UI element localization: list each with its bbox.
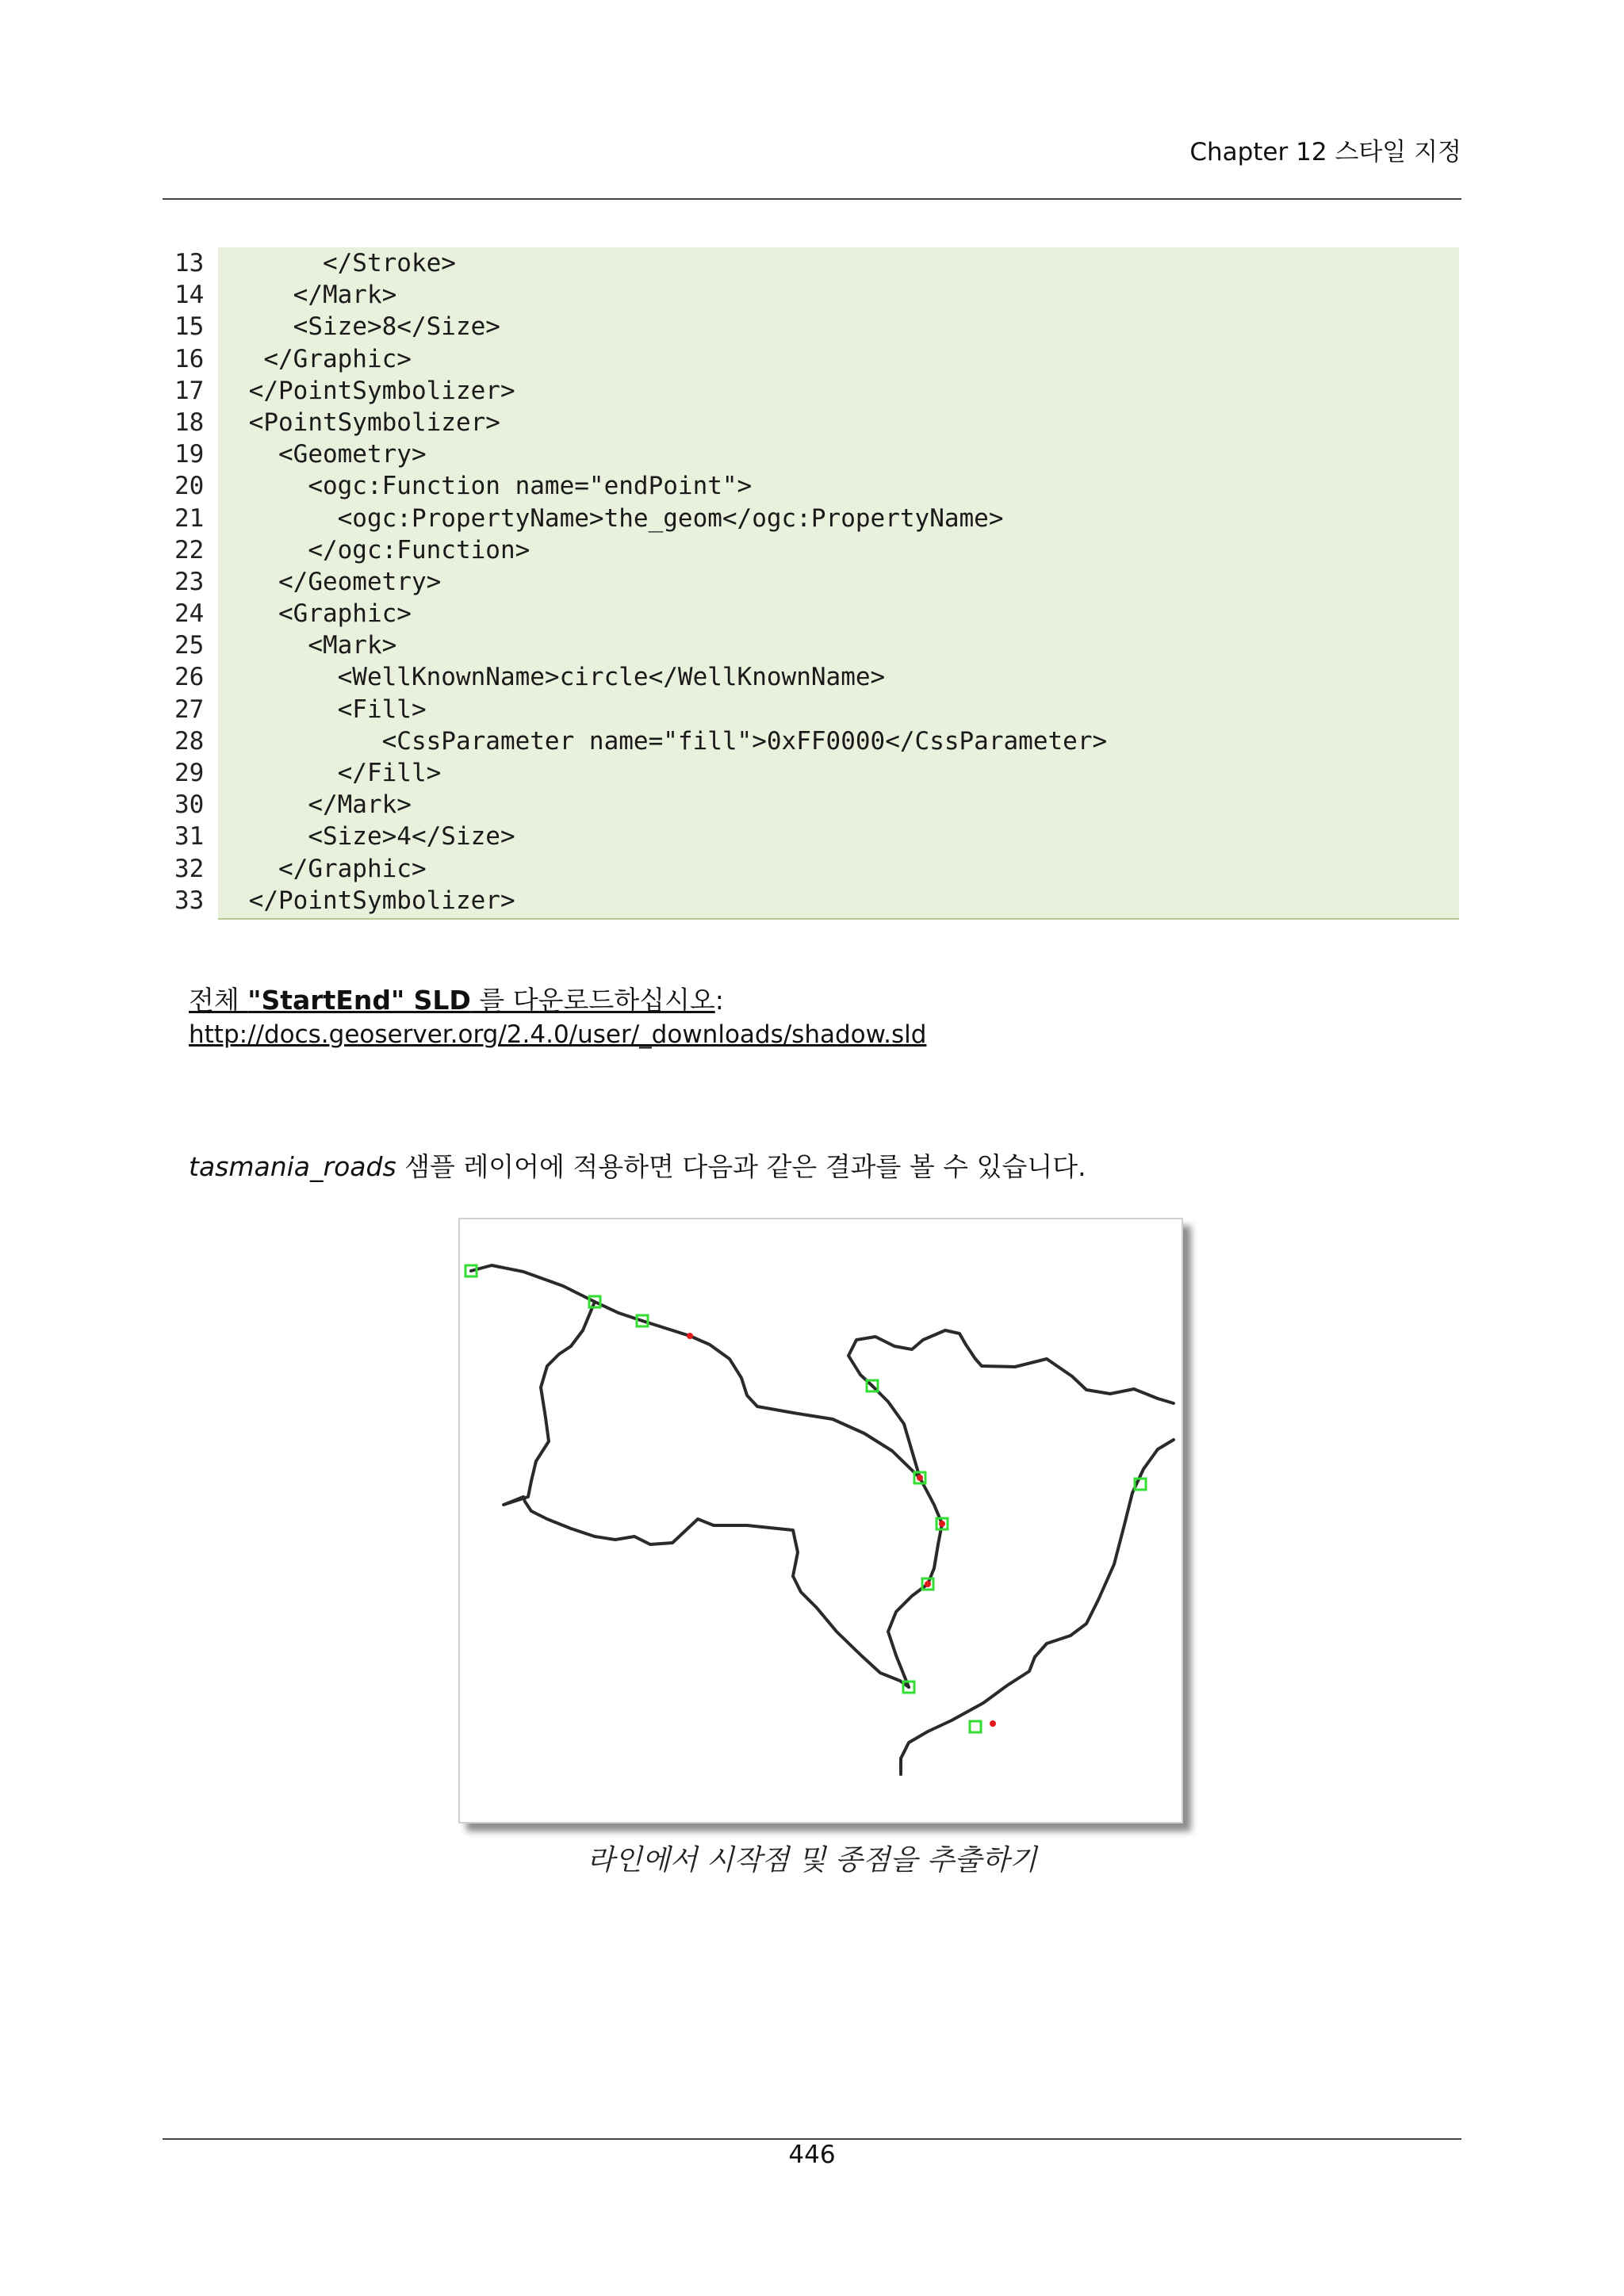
road-line	[504, 1302, 909, 1687]
road-map	[460, 1219, 1182, 1822]
download-url-link[interactable]: http://docs.geoserver.org/2.4.0/user/_downloads/shadow.sld	[189, 1020, 927, 1049]
end-point-marker	[925, 1581, 931, 1587]
code-text: <Geometry>	[234, 440, 427, 469]
page-number: 446	[788, 2141, 836, 2169]
code-line	[163, 629, 1459, 661]
line-number: 20	[174, 472, 205, 501]
line-number: 13	[174, 249, 205, 277]
code-text: </Mark>	[234, 281, 397, 310]
code-text: </Stroke>	[234, 249, 456, 277]
footer-rule	[163, 2138, 1461, 2140]
code-text: <Size>8</Size>	[234, 312, 500, 342]
line-number: 17	[174, 376, 205, 405]
road-line	[848, 1330, 1174, 1403]
line-number: 22	[174, 535, 205, 564]
road-line	[872, 1386, 920, 1478]
download-instruction: 전체 "StartEnd" SLD 를 다운로드하십시오:	[189, 985, 724, 1016]
code-line	[163, 598, 1459, 629]
code-text: <WellKnownName>circle</WellKnownName>	[234, 663, 886, 692]
code-line	[163, 534, 1459, 566]
code-line	[163, 470, 1459, 502]
road-line	[471, 1265, 942, 1584]
code-text: <PointSymbolizer>	[234, 408, 500, 437]
line-number: 15	[174, 312, 205, 342]
line-number: 16	[174, 344, 205, 373]
code-text: </ogc:Function>	[234, 535, 530, 564]
layer-name: tasmania_roads	[189, 1151, 396, 1182]
download-link[interactable]: 전체 "StartEnd" SLD 를 다운로드하십시오	[189, 985, 715, 1016]
code-lines	[163, 247, 1459, 916]
code-text: </Mark>	[234, 790, 412, 820]
code-text: </PointSymbolizer>	[234, 376, 515, 405]
line-number: 29	[174, 759, 205, 787]
code-line	[163, 789, 1459, 821]
line-number: 30	[174, 790, 205, 820]
end-point-marker	[917, 1475, 923, 1481]
line-number: 25	[174, 631, 205, 660]
code-text: </Fill>	[234, 759, 442, 787]
code-line	[163, 725, 1459, 757]
code-line	[163, 821, 1459, 852]
code-line	[163, 661, 1459, 693]
code-text: <CssParameter name="fill">0xFF0000</CssParameter>	[234, 726, 1108, 756]
code-text: <ogc:Function name="endPoint">	[234, 472, 753, 501]
code-line	[163, 853, 1459, 885]
code-line	[163, 279, 1459, 311]
line-number: 24	[174, 599, 205, 629]
line-number: 28	[174, 726, 205, 756]
code-text: <Fill>	[234, 695, 427, 724]
line-number: 31	[174, 822, 205, 851]
figure-caption: 라인에서 시작점 및 종점을 추출하기	[587, 1844, 1037, 1877]
map-figure	[458, 1218, 1183, 1823]
code-line	[163, 311, 1459, 342]
code-line	[163, 885, 1459, 916]
code-text: </PointSymbolizer>	[234, 886, 515, 915]
line-number: 32	[174, 854, 205, 883]
header-rule	[163, 198, 1461, 200]
code-line	[163, 247, 1459, 279]
code-line	[163, 375, 1459, 407]
code-line	[163, 757, 1459, 789]
code-line	[163, 438, 1459, 470]
end-point-marker	[939, 1521, 945, 1527]
code-text: <Mark>	[234, 631, 397, 660]
line-number: 27	[174, 695, 205, 724]
code-line	[163, 407, 1459, 438]
code-text: </Graphic>	[234, 344, 412, 373]
code-listing	[163, 247, 1459, 918]
code-line	[163, 694, 1459, 725]
line-number: 26	[174, 663, 205, 692]
code-line	[163, 566, 1459, 598]
line-number: 23	[174, 567, 205, 596]
start-point-marker	[970, 1721, 981, 1732]
line-number: 21	[174, 503, 205, 533]
end-point-marker	[687, 1333, 693, 1339]
apply-description: tasmania_roads 샘플 레이어에 적용하면 다음과 같은 결과를 볼 수 있습니다.	[189, 1151, 1086, 1182]
line-number: 33	[174, 886, 205, 915]
code-text: </Graphic>	[234, 854, 427, 883]
line-number: 18	[174, 408, 205, 437]
code-text: <ogc:PropertyName>the_geom</ogc:PropertyName>	[234, 503, 1004, 533]
road-line	[888, 1584, 928, 1687]
code-text: <Size>4</Size>	[234, 822, 515, 851]
code-text: </Geometry>	[234, 567, 442, 596]
line-number: 14	[174, 281, 205, 310]
code-line	[163, 343, 1459, 375]
line-number: 19	[174, 440, 205, 469]
code-text: <Graphic>	[234, 599, 412, 629]
code-line	[163, 503, 1459, 534]
chapter-header: Chapter 12 스타일 지정	[1189, 138, 1461, 166]
road-line	[901, 1440, 1174, 1774]
end-point-marker	[990, 1720, 996, 1727]
